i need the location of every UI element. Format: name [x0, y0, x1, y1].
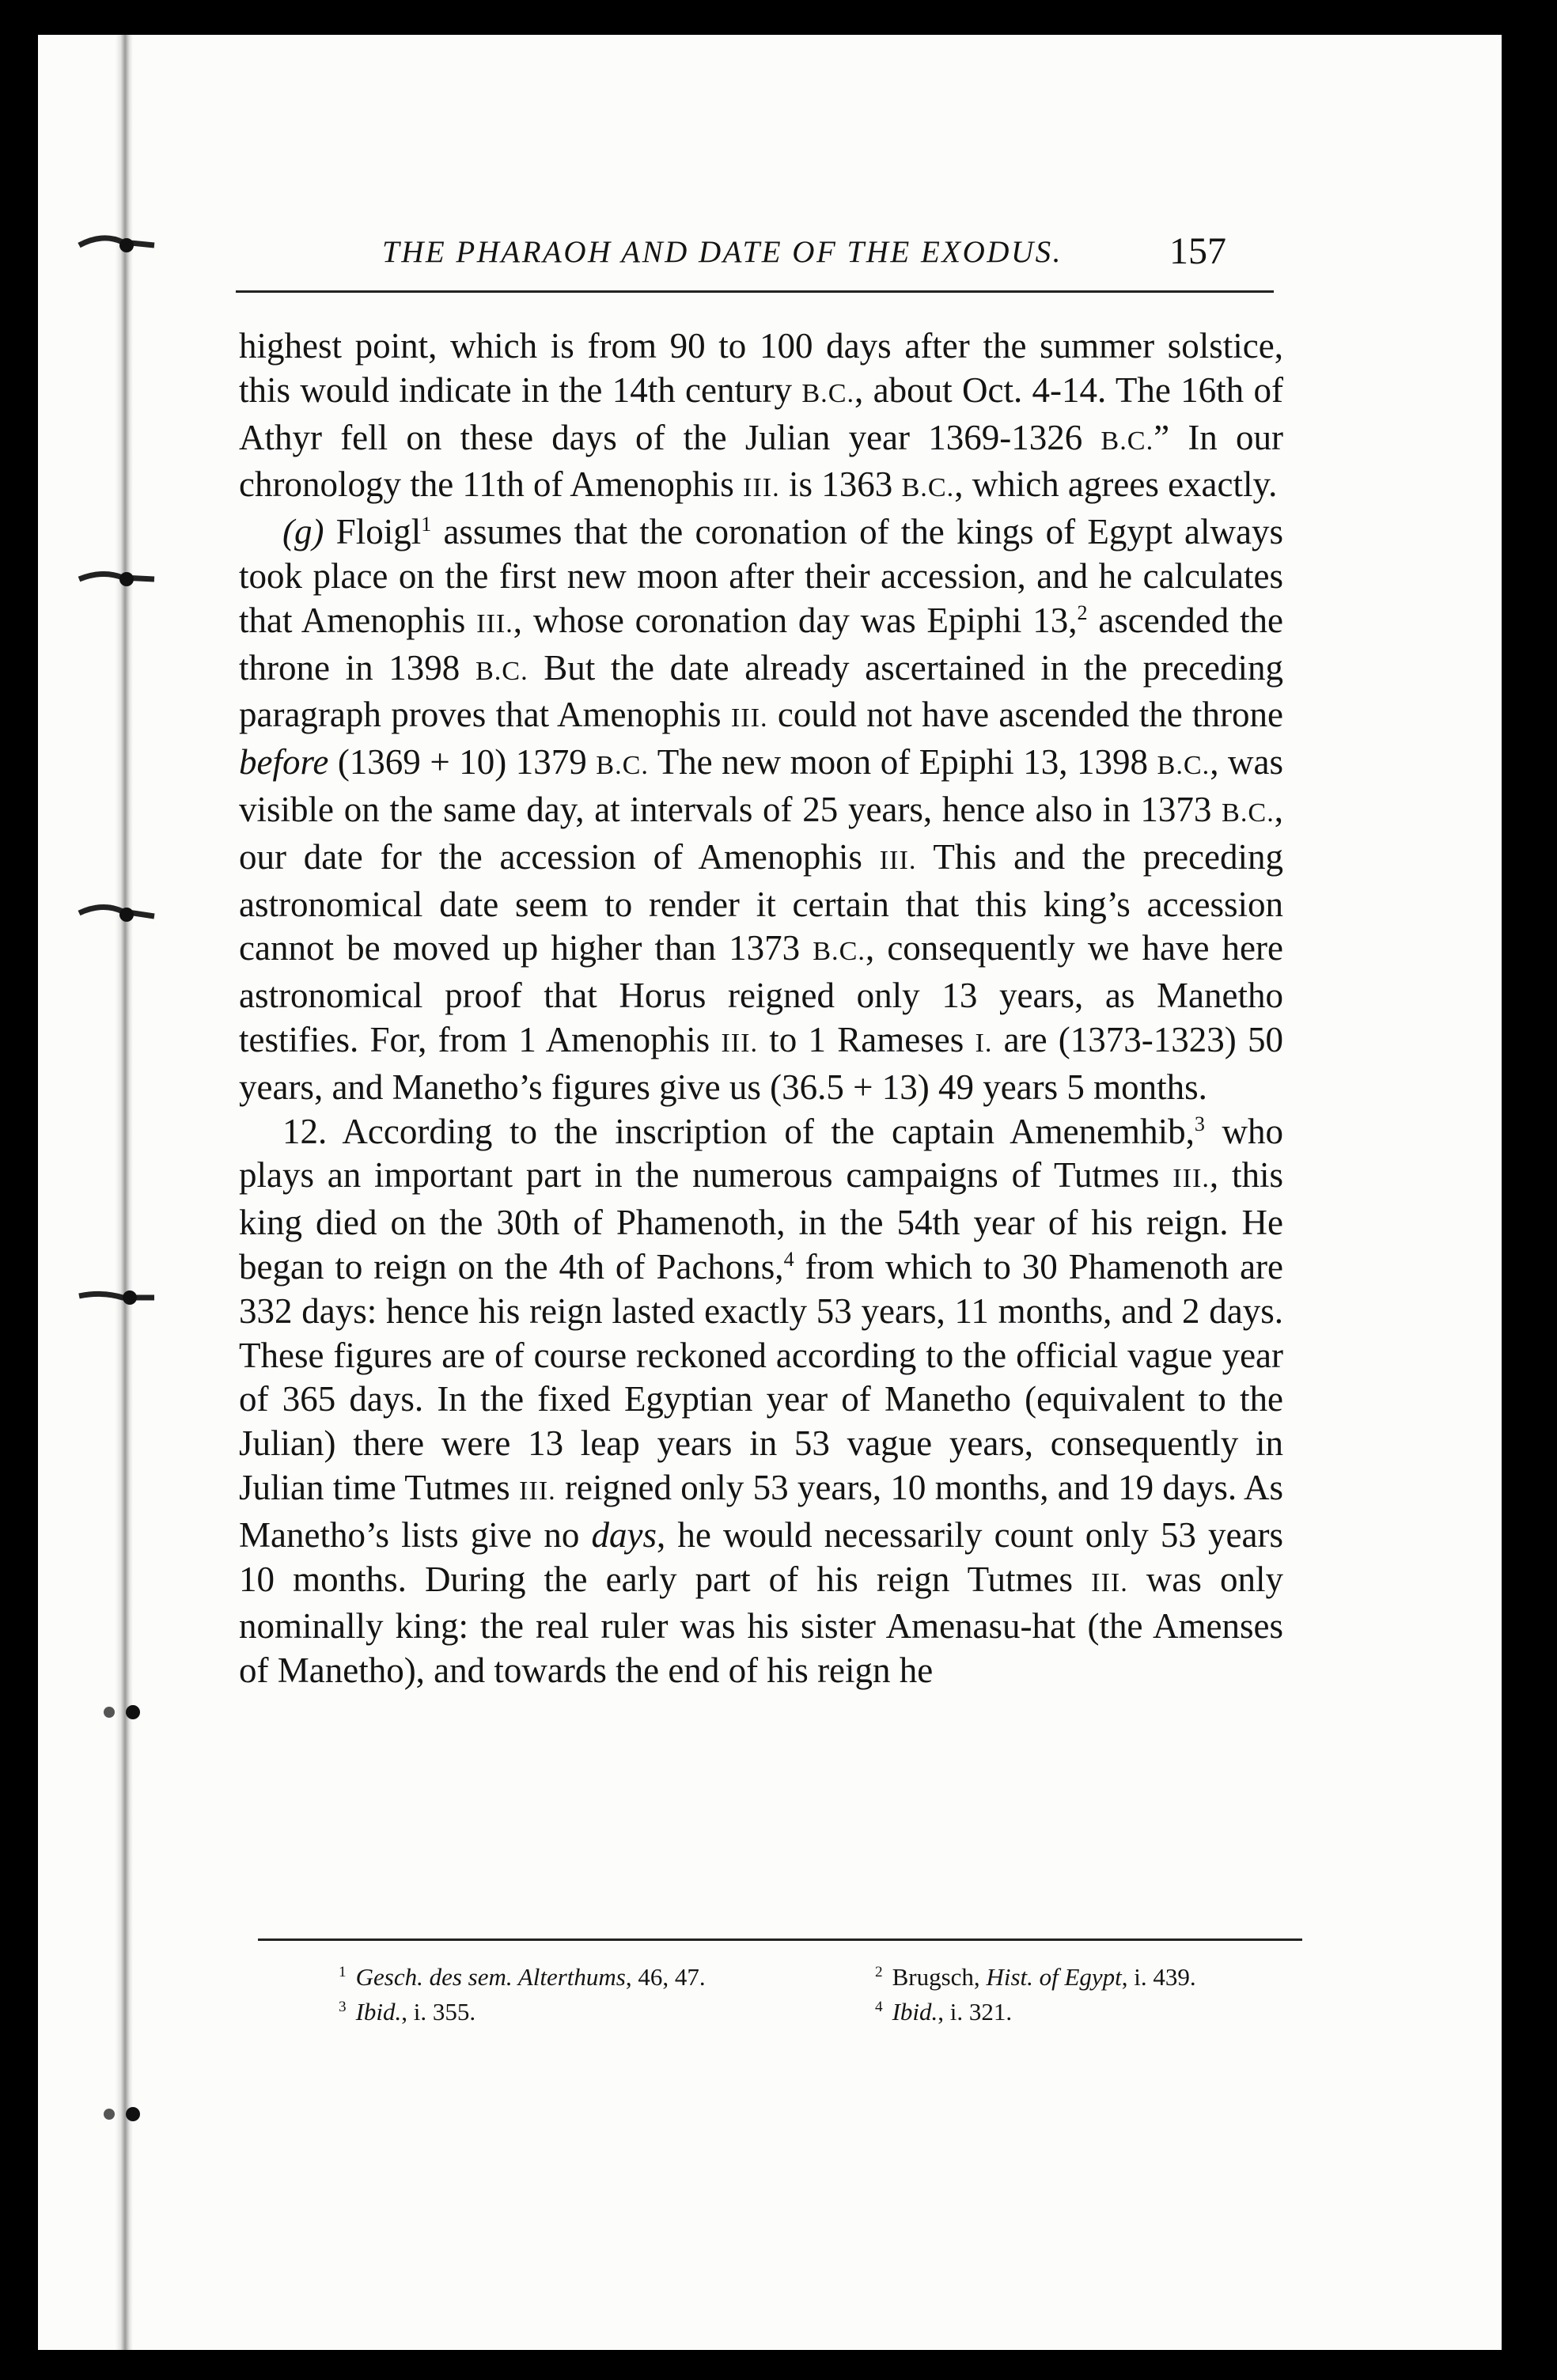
footnote-ref: 1 [421, 513, 432, 536]
binding-stitch [79, 559, 154, 600]
page-number: 157 [1169, 230, 1226, 272]
binding-stitch [79, 225, 154, 266]
binding-stitch [79, 1277, 154, 1318]
footnote: $^4$ Ibid., i. 321. [875, 1998, 1013, 2026]
footnotes [275, 1963, 1304, 2058]
binding-stitch [79, 2094, 154, 2135]
footnote-rule [258, 1938, 1302, 1941]
paragraph: 12. According to the inscription of the captain Amenemhib,$^3$ who plays an important part in the numerous campaigns of Tutmes III., this king died on the 30th of Phamenoth, in the 54th year of his reign. He began to reign on the 4th of Pachons,$^4$ from which to 30 Phamenoth are 332 days: hence his reign lasted exactly 53 years, 11 months, and 2 days. These figures are of course reckoned according to the official vague year of 365 days. In the fixed Egyptian year of Manetho (equivalent to the Julian) there were 13 leap years in 53 vague years, consequently in Julian time Tutmes III. reigned only 53 years, 10 months, and 19 days. As Manetho’s lists give no days, he would necessarily count only 53 years 10 months. During the early part of his reign Tutmes III. was only nominally king: the real ruler was his sister Amenasu-hat (the Amenses of Manetho), and towards the end of his reign he [239, 1111, 1284, 1691]
paragraph: highest point, which is from 90 to 100 days after the summer solstice, this would indicate in the 14th century B.C., about Oct. 4-14. The 16th of Athyr fell on these days of the Julian year 1369-1326 B.C.” In our chronology the 11th of Amenophis III. is 1363 B.C., which agrees exactly. [239, 326, 1283, 505]
footnote: $^2$ Brugsch, Hist. of Egypt, i. 439. [875, 1963, 1196, 1991]
book-page [38, 35, 1502, 2350]
footnote-ref: 3 [1194, 1112, 1205, 1135]
running-title: THE PHARAOH AND DATE OF THE EXODUS. [382, 235, 1063, 269]
binding-gutter [116, 35, 133, 2350]
footnote: $^3$ Ibid., i. 355. [339, 1998, 476, 2026]
footnote-ref: 4 [783, 1247, 794, 1271]
body-text [239, 324, 1283, 1693]
binding-stitch [79, 1692, 154, 1733]
footnote: $^1$ Gesch. des sem. Alterthums, 46, 47. [339, 1963, 706, 1991]
paragraph: (g) Floigl$^1$ assumes that the coronation of the kings of Egypt always took place on the first new moon after their accession, and he calculates that Amenophis III., whose coronation day was Epiphi 13,$^2$ ascended the throne in 1398 B.C. But the date already ascertained in the preceding paragraph proves that Amenophis III. could not have ascended the throne before (1369 + 10) 1379 B.C. The new moon of Epiphi 13, 1398 B.C., was visible on the same day, at intervals of 25 years, hence also in 1373 B.C., our date for the accession of Amenophis III. This and the preceding astronomical date seem to render it certain that this king’s accession cannot be moved up higher than 1373 B.C., consequently we have here astronomical proof that Horus reigned only 13 years, as Manetho testifies. For, from 1 Amenophis III. to 1 Rameses I. are (1373-1323) 50 years, and Manetho’s figures give us (36.5 + 13) 49 years 5 months. [239, 512, 1284, 1107]
header-rule [236, 290, 1274, 293]
binding-stitch [79, 892, 154, 934]
footnote-ref: 2 [1077, 601, 1088, 624]
